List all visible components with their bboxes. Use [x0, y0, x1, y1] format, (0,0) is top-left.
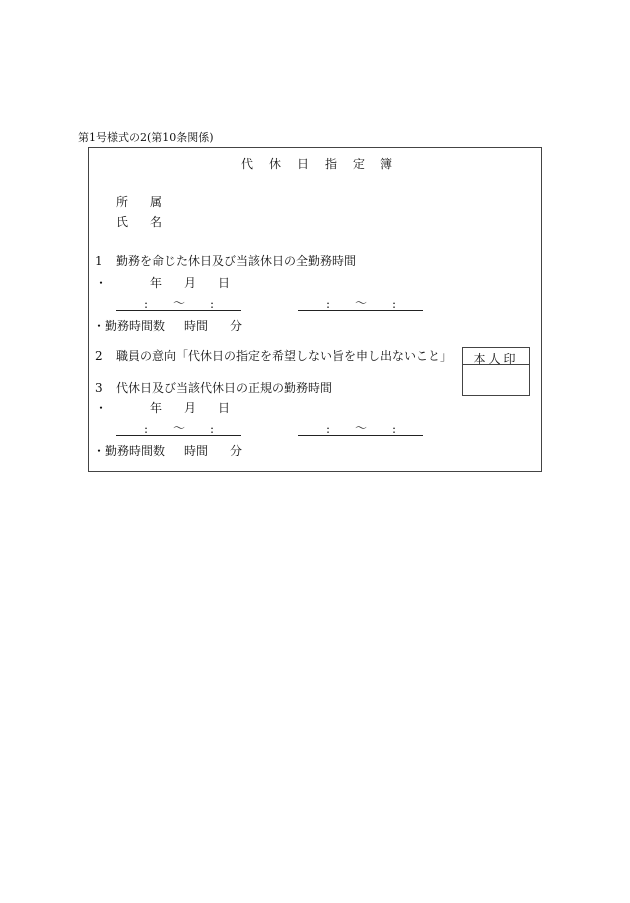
- personal-seal-box: [462, 347, 530, 396]
- time-colon: :: [392, 422, 397, 436]
- time-colon: :: [392, 297, 397, 311]
- time-tilde: 〜: [173, 296, 186, 310]
- section3-day: 日: [218, 401, 231, 415]
- time-underline: [298, 310, 423, 311]
- seal-divider: [463, 364, 529, 365]
- time-colon: :: [144, 297, 149, 311]
- title-char: 簿: [380, 157, 393, 171]
- section3-heading: 代休日及び当該代休日の正規の勤務時間: [116, 381, 333, 395]
- dept-label-char: 属: [150, 195, 163, 209]
- section3-year: 年: [150, 401, 163, 415]
- section3-minutes-unit: 分: [230, 444, 243, 458]
- section2-number: 2: [95, 349, 103, 363]
- section1-bullet: ・: [95, 276, 108, 290]
- title-char: 休: [269, 157, 282, 171]
- title-char: 代: [241, 157, 254, 171]
- time-underline: [116, 310, 241, 311]
- time-colon: :: [326, 422, 331, 436]
- section3-bullet: ・: [95, 401, 108, 415]
- section3-month: 月: [184, 401, 197, 415]
- section1-minutes-unit: 分: [230, 319, 243, 333]
- section1-hours-label: ・勤務時間数: [93, 319, 166, 333]
- section1-heading: 勤務を命じた休日及び当該休日の全勤務時間: [116, 254, 357, 268]
- title-char: 日: [297, 157, 310, 171]
- time-colon: :: [326, 297, 331, 311]
- section1-month: 月: [184, 276, 197, 290]
- time-colon: :: [144, 422, 149, 436]
- time-tilde: 〜: [355, 296, 368, 310]
- time-underline: [298, 435, 423, 436]
- section3-number: 3: [95, 381, 103, 395]
- title-char: 定: [353, 157, 366, 171]
- section3-hours-unit: 時間: [184, 444, 209, 458]
- title-char: 指: [325, 157, 338, 171]
- section1-day: 日: [218, 276, 231, 290]
- section2-heading: 職員の意向「代休日の指定を希望しない旨を申し出ないこと」: [116, 349, 453, 363]
- section1-year: 年: [150, 276, 163, 290]
- time-tilde: 〜: [355, 421, 368, 435]
- time-colon: :: [210, 422, 215, 436]
- form-number-label: 第1号様式の2(第10条関係): [78, 131, 214, 144]
- name-label-char: 氏: [116, 215, 129, 229]
- dept-label-char: 所: [116, 195, 129, 209]
- time-colon: :: [210, 297, 215, 311]
- section1-hours-unit: 時間: [184, 319, 209, 333]
- time-underline: [116, 435, 241, 436]
- section1-number: 1: [95, 254, 103, 268]
- personal-seal-label: 本人印: [473, 352, 519, 366]
- section3-hours-label: ・勤務時間数: [93, 444, 166, 458]
- time-tilde: 〜: [173, 421, 186, 435]
- name-label-char: 名: [150, 215, 163, 229]
